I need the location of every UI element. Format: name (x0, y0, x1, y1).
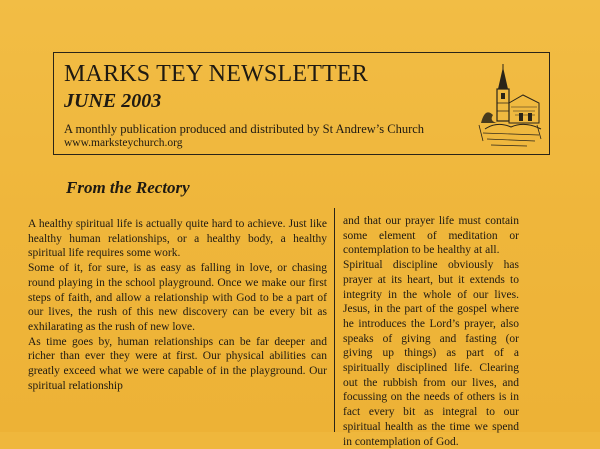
paragraph: Some of it, for sure, is as easy as falling in love, or chasing round playing in the school playground. Once we make our first steps of faith, and allow a relationship with God to be a part of our lives, the rush of this new discovery can be every bit as exhilarating as the rush of new love. (28, 262, 327, 333)
issue-date: JUNE 2003 (64, 90, 162, 112)
right-column (343, 214, 519, 449)
masthead-box (53, 52, 550, 155)
church-website-link[interactable]: www.marksteychurch.org (64, 137, 183, 149)
paragraph: Spiritual discipline obviously has prayer at its heart, but it extends to integrity in the whole of our lives. Jesus, in the part of the gospel where he introduces the Lord’s prayer, also speaks of giving and fasting (or giving up things) as part of a spiritually disciplined life. Clearing out the rubbish from our lives, and focussing on the needs of others is in fact every bit as integral to our spiritual health as the time we spend in contemplation of God. (343, 259, 519, 448)
newsletter-title: MARKS TEY NEWSLETTER (64, 61, 368, 87)
paragraph: A healthy spiritual life is actually quite hard to achieve. Just like healthy human relationships, or a healthy body, a healthy spiritual life requires some work. (28, 218, 327, 260)
paragraph: and that our prayer life must contain some element of meditation or contemplation to be healthy at all. (343, 215, 519, 257)
left-column (28, 217, 327, 393)
church-drawing-icon (477, 63, 545, 149)
section-heading: From the Rectory (66, 178, 190, 197)
paragraph: As time goes by, human relationships can be far deeper and richer than ever they were at first. Our physical abilities can greatly exceed what we were capable of in the playground. Our spiritual relationship (28, 335, 327, 392)
column-divider (334, 208, 335, 432)
publication-subtitle: A monthly publication produced and distributed by St Andrew’s Church (64, 122, 425, 136)
